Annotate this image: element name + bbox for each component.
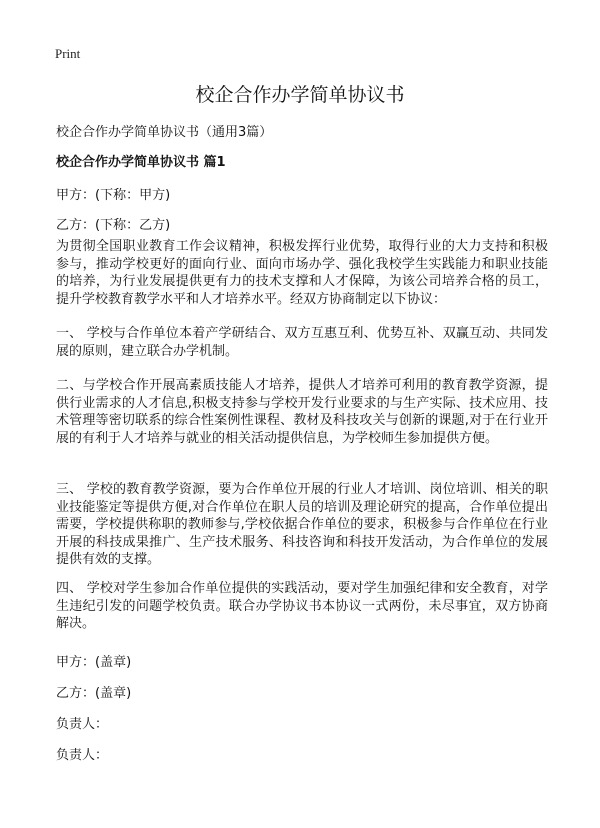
paragraph-clause-3: 三、 学校的教育教学资源，要为合作单位开展的行业人才培训、岗位培训、相关的职业技能鉴定等提供方便,对合作单位在职人员的培训及理论研究的提高，合作单位提出需要，学校提供称职的教师参与,学校依据合作单位的要求，积极参与合作单位在行业开展的科技成果推广、生产技术服务、科技咨询和科技开发活动，为合作单位的发展提供有效的支撑。 — [56, 482, 548, 567]
responsible-person-1: 负责人： — [56, 717, 109, 732]
document-subtitle: 校企合作办学简单协议书（通用3篇） — [56, 125, 273, 140]
paragraph-intro: 为贯彻全国职业教育工作会议精神，积极发挥行业优势，取得行业的大力支持和积极参与，推动学校更好的面向行业、面向市场办学、强化我校学生实践能力和职业技能的培养，为行业发展提供更有力的技术支撑和人才保障，为该公司培养合格的员工，提升学校教育教学水平和人才培养水平。经双方协商制定以下协议： — [56, 239, 548, 307]
responsible-person-2: 负责人： — [56, 748, 109, 763]
sign-party-a: 甲方：(盖章) — [56, 655, 132, 670]
print-link[interactable]: Print — [55, 46, 81, 61]
party-a-line: 甲方：(下称：甲方) — [56, 188, 171, 203]
page-title: 校企合作办学简单协议书 — [195, 84, 405, 106]
paragraph-clause-2: 二、与学校合作开展高素质技能人才培养，提供人才培养可利用的教育教学资源，提供行业需求的人才信息,积极支持参与学校开发行业要求的与生产实际、技术应用、技术管理等密切联系的综合性案例性课程、教材及科技攻关与创新的课题,对于在行业开展的有利于人才培养与就业的相关活动提供信息，为学校师生参加提供方便。 — [56, 378, 548, 446]
paragraph-clause-1: 一、 学校与合作单位本着产学研结合、双方互惠互利、优势互补、双赢互动、共同发展的原则，建立联合办学机制。 — [56, 326, 548, 359]
sign-party-b: 乙方：(盖章) — [56, 686, 132, 701]
paragraph-clause-4: 四、 学校对学生参加合作单位提供的实践活动，要对学生加强纪律和安全教育，对学生违纪引发的问题学校负责。联合办学协议书本协议一式两份，未尽事宜，双方协商解决。 — [56, 581, 548, 631]
party-b-line: 乙方：(下称：乙方) — [56, 218, 171, 233]
section-heading: 校企合作办学简单协议书 篇1 — [56, 155, 226, 170]
